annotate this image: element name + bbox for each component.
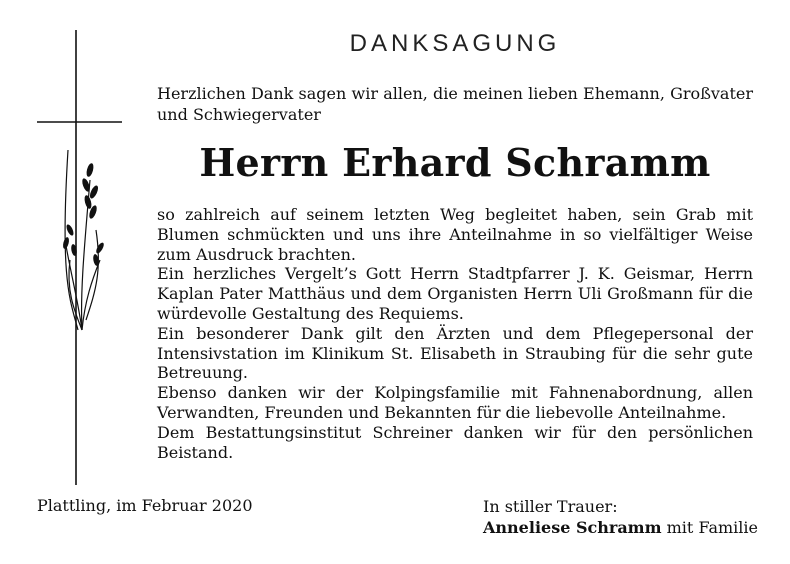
paragraph: Dem Bestattungsinstitut Schreiner danken wir für den persönlichen Beistand.: [157, 422, 753, 462]
paragraph: Ein besonderer Dank gilt den Ärzten und dem Pflegepersonal der Intensivstation im Klinikum St. Elisabeth in Straubing für die sehr gute Betreuung.: [157, 323, 753, 383]
mourners-line: [483, 517, 758, 538]
deceased-name: Herrn Erhard Schramm: [199, 140, 711, 185]
paragraph: Ein herzliches Vergelt’s Gott Herrn Stadtpfarrer J. K. Geismar, Herrn Kaplan Pater Matthäus und dem Organisten Herrn Uli Großmann für die würdevolle Gestaltung des Requiems.: [157, 264, 753, 323]
intro-text: Herzlichen Dank sagen wir allen, die meinen lieben Ehemann, Großvater und Schwiegervater: [157, 84, 753, 124]
mourner-name: Anneliese Schramm: [483, 518, 662, 537]
mourner-suffix: mit Familie: [661, 518, 758, 537]
message-body: [157, 205, 753, 462]
cross-with-wheat-icon: [30, 30, 130, 490]
mourning-label: In stiller Trauer:: [483, 497, 618, 516]
paragraph: Ebenso danken wir der Kolpingsfamilie mit Fahnenabordnung, allen Verwandten, Freunden und Bekannten für die liebevolle Anteilnahme.: [157, 383, 753, 422]
page-title: DANKSAGUNG: [349, 30, 561, 57]
mourners-block: [483, 496, 758, 538]
paragraph: so zahlreich auf seinem letzten Weg begleitet haben, sein Grab mit Blumen schmückten und uns ihre Anteilnahme in so vielfältiger Weise zum Ausdruck brachten.: [157, 205, 753, 264]
place-date: Plattling, im Februar 2020: [37, 496, 253, 515]
